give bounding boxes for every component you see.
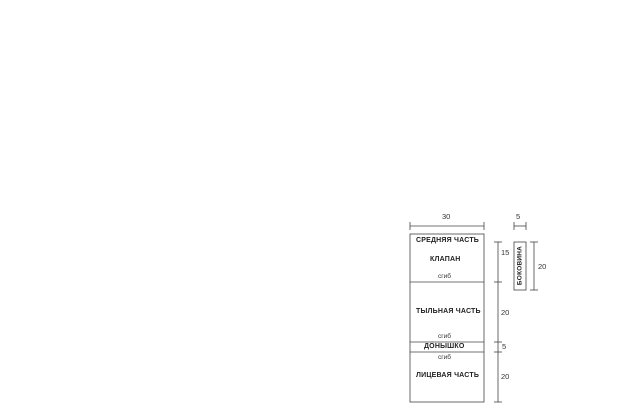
- dimension-width: 30: [442, 212, 451, 221]
- label-flap: КЛАПАН: [430, 256, 461, 263]
- dimension-side-width: 5: [516, 212, 521, 221]
- bag-construction-diagram: [402, 212, 612, 412]
- label-front: ЛИЦЕВАЯ ЧАСТЬ: [416, 372, 480, 379]
- text-column-3: [402, 8, 612, 11]
- dimension-back: 20: [501, 308, 510, 317]
- label-fold: сгиб: [438, 273, 451, 280]
- label-side: БОКОВИНА: [516, 245, 524, 286]
- label-back: ТЫЛЬНАЯ ЧАСТЬ: [416, 308, 481, 315]
- dimension-flap: 15: [501, 248, 510, 257]
- label-middle-part: СРЕДНЯЯ ЧАСТЬ: [416, 237, 480, 244]
- label-fold: сгиб: [438, 354, 451, 361]
- text-column-2: [212, 8, 392, 11]
- dimension-bottom: 5: [502, 342, 507, 351]
- label-fold: сгиб: [438, 333, 451, 340]
- text-column-1: [8, 8, 202, 11]
- label-bottom: ДОНЫШКО: [424, 343, 465, 350]
- dimension-side: 20: [538, 262, 547, 271]
- dimension-front: 20: [501, 372, 510, 381]
